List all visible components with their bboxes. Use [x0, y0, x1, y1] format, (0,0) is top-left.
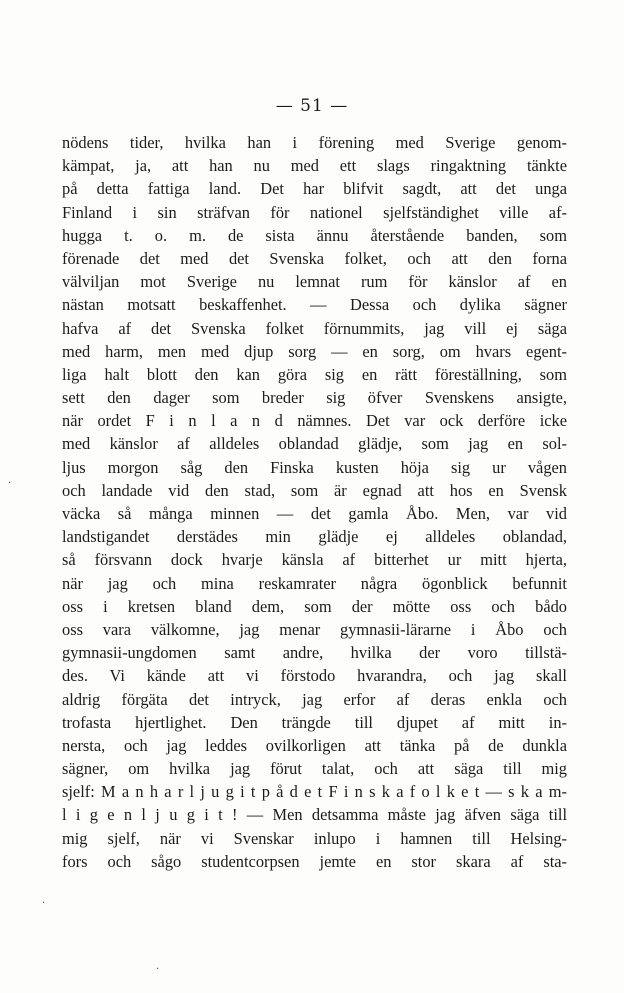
text-line: när jag och mina reskamrater några ögonblick befunnit: [62, 573, 567, 593]
scan-speck: ·: [156, 964, 160, 975]
scan-speck: ·: [8, 478, 12, 489]
text-line: fors och sågo studentcorpsen jemte en stor skara af sta-: [62, 851, 567, 871]
text-line: mig sjelf, när vi Svenskar inlupo i hamnen till Helsing-: [62, 828, 567, 848]
text-line: välviljan mot Sverige nu lemnat rum för känslor af en: [62, 272, 567, 292]
text-line: trofasta hjertlighet. Den trängde till djupet af mitt in-: [62, 712, 567, 732]
text-line: när ordet F i n l a n d nämnes. Det var ock derföre icke: [62, 411, 567, 431]
text-line: oss i kretsen bland dem, som der mötte oss och bådo: [62, 596, 567, 616]
text-line: sett den dager som breder sig öfver Svenskens ansigte,: [62, 388, 567, 408]
text-line: des. Vi kände att vi förstodo hvarandra, och jag skall: [62, 666, 567, 686]
text-line: sjelf: M a n h a r l j u g i t p å d e t F i n s k a f o l k e t — s k a m-: [62, 782, 567, 802]
text-line: nersta, och jag leddes ovilkorligen att tänka på de dunkla: [62, 735, 567, 755]
text-line: oss vara välkomne, jag menar gymnasii-lärarne i Åbo och: [62, 619, 567, 639]
text-line: så försvann dock hvarje känsla af bitterhet ur mitt hjerta,: [62, 550, 567, 570]
text-line: kämpat, ja, att han nu med ett slags ringaktning tänkte: [62, 156, 567, 176]
text-line: aldrig förgäta det intryck, jag erfor af deras enkla och: [62, 689, 567, 709]
text-line: hugga t. o. m. de sista ännu återstående banden, som: [62, 225, 567, 245]
text-line: gymnasii-ungdomen samt andre, hvilka der voro tillstä-: [62, 643, 567, 663]
text-line: med känslor af alldeles oblandad glädje, som jag en sol-: [62, 434, 567, 454]
text-line: l i g e n l j u g i t ! — Men detsamma måste jag äfven säga till: [62, 805, 567, 825]
text-line: väcka så många minnen — det gamla Åbo. Men, var vid: [62, 504, 567, 523]
text-line: ljus morgon såg den Finska kusten höja sig ur vågen: [62, 457, 567, 477]
text-line: förenade det med det Svenska folket, och att den forna: [62, 248, 567, 268]
body-text: [62, 131, 567, 873]
text-line: på detta fattiga land. Det har blifvit sagdt, att det unga: [62, 179, 567, 199]
text-line: Finland i sin sträfvan för nationel sjelfständighet ville af-: [62, 202, 567, 222]
text-line: liga halt blott den kan göra sig en rätt föreställning, som: [62, 364, 567, 384]
text-line: nödens tider, hvilka han i förening med Sverige genom-: [62, 133, 567, 152]
scan-speck: ·: [42, 898, 46, 909]
text-line: med harm, men med djup sorg — en sorg, om hvars egent-: [62, 341, 567, 361]
text-line: landstigandet derstädes min glädje ej alldeles oblandad,: [62, 527, 567, 547]
page-number: — 51 —: [275, 96, 349, 116]
text-line: sägner, om hvilka jag förut talat, och att säga till mig: [62, 759, 567, 779]
text-line: nästan motsatt beskaffenhet. — Dessa och dylika sägner: [62, 295, 567, 315]
text-line: hafva af det Svenska folket förnummits, jag vill ej säga: [62, 318, 567, 338]
text-line: och landade vid den stad, som är egnad att hos en Svensk: [62, 480, 567, 500]
